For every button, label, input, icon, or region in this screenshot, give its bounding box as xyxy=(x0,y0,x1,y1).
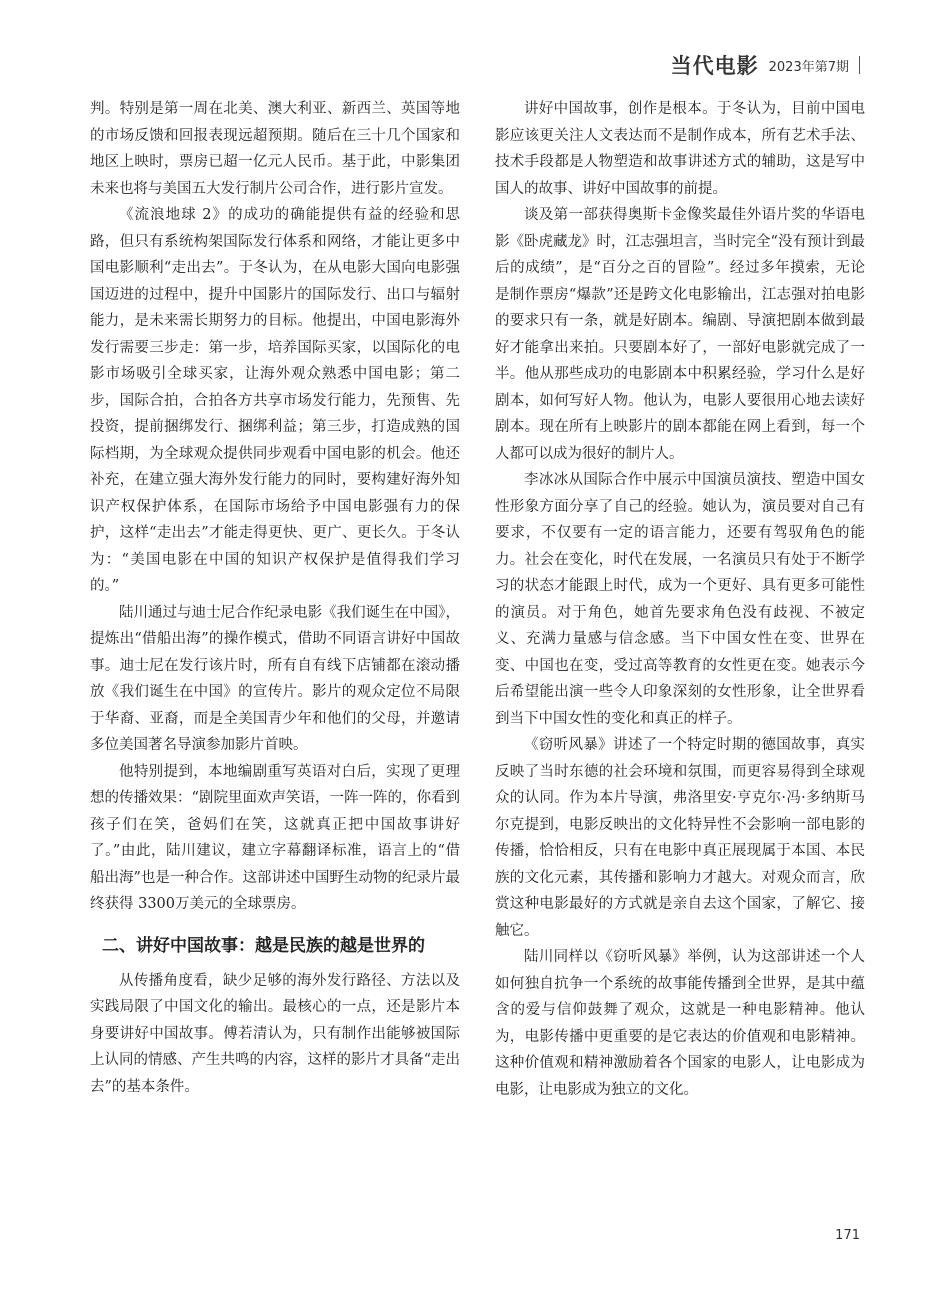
journal-name: 当代电影 xyxy=(670,54,759,78)
section-heading: 二、讲好中国故事：越是民族的越是世界的 xyxy=(102,935,425,956)
right-column xyxy=(495,96,865,1103)
issue-label: 2023年第7期 xyxy=(768,59,849,75)
header-divider xyxy=(859,56,860,74)
left-column xyxy=(90,96,460,1100)
page-number: 171 xyxy=(835,1228,860,1243)
running-header xyxy=(671,50,860,80)
paragraph: 他特别提到，本地编剧重写英语对白后，实现了更理想的传播效果：“剧院里面欢声笑语，一阵一阵的，你看到孩子们在笑，爸妈们在笑，这就真正把中国故事讲好了。”由此，陆川建议，建立字幕翻译标准，语言上的“借船出海”也是一种合作。这部讲述中国野生动物的纪录片最终获得 3300万美元的全球票房。 xyxy=(90,763,460,912)
paragraph: 从传播角度看，缺少足够的海外发行路径、方法以及实践局限了中国文化的输出。最核心的一点，还是影片本身要讲好中国故事。傅若清认为，只有制作出能够被国际上认同的情感、产生共鸣的内容，这样的影片才具备“走出去”的基本条件。 xyxy=(90,972,460,1095)
paragraph: 李冰冰从国际合作中展示中国演员演技、塑造中国女性形象方面分享了自己的经验。她认为，演员要对自己有要求，不仅要有一定的语言能力，还要有驾驭角色的能力。社会在变化，时代在发展，一名演员只有处于不断学习的状态才能跟上时代，成为一个更好、具有更多可能性的演员。对于角色，她首先要求角色没有歧视、不被定义、充满力量感与信念感。当下中国女性在变、世界在变、中国也在变，受过高等教育的女性更在变。她表示今后希望能出演一些令人印象深刻的女性形象，让全世界看到当下中国女性的变化和真正的样子。 xyxy=(495,472,865,727)
paragraph: 《流浪地球 2》的成功的确能提供有益的经验和思路，但只有系统构架国际发行体系和网络，才能让更多中国电影顺利“走出去”。于冬认为，在从电影大国向电影强国迈进的过程中，提升中国影片的国际发行、出口与辐射能力，是未来需长期努力的目标。他提出，中国电影海外发行需要三步走：第一步，培养国际买家，以国际化的电影市场吸引全球买家，让海外观众熟悉中国电影；第二步，国际合拍，合拍各方共享市场发行能力，先预售、先投资，提前捆绑发行、捆绑利益；第三步，打造成熟的国际档期，为全球观众提供同步观看中国电影的机会。他还补充，在建立强大海外发行能力的同时，要构建好海外知识产权保护体系，在国际市场给予中国电影强有力的保护，这样“走出去”才能走得更快、更广、更长久。于冬认为：“美国电影在中国的知识产权保护是值得我们学习的。” xyxy=(90,207,460,594)
paragraph: 谈及第一部获得奥斯卡金像奖最佳外语片奖的华语电影《卧虎藏龙》时，江志强坦言，当时完全“没有预计到最后的成绩”，是“百分之百的冒险”。经过多年摸索，无论是制作票房“爆款”还是跨文化电影输出，江志强对拍电影的要求只有一条，就是好剧本。编剧、导演把剧本做到最好才能拿出来拍。只要剧本好了，一部好电影就完成了一半。他从那些成功的电影剧本中积累经验，学习什么是好剧本，如何写好人物。他认为，电影人要很用心地去读好剧本。现在所有上映影片的剧本都能在网上看到，每一个人都可以成为很好的制片人。 xyxy=(495,207,865,462)
paragraph: 讲好中国故事，创作是根本。于冬认为，目前中国电影应该更关注人文表达而不是制作成本，所有艺术手法、技术手段都是人物塑造和故事讲述方式的辅助，这是写中国人的故事、讲好中国故事的前提。 xyxy=(495,101,865,197)
paragraph: 判。特别是第一周在北美、澳大利亚、新西兰、英国等地的市场反馈和回报表现远超预期。随后在三十几个国家和地区上映时，票房已超一亿元人民币。基于此，中影集团未来也将与美国五大发行制片公司合作，进行影片宣发。 xyxy=(90,101,460,197)
paragraph: 陆川同样以《窃听风暴》举例，认为这部讲述一个人如何独自抗争一个系统的故事能传播到全世界，是其中蕴含的爱与信仰鼓舞了观众，这就是一种电影精神。他认为，电影传播中更重要的是它表达的价值观和电影精神。这种价值观和精神激励着各个国家的电影人，让电影成为电影，让电影成为独立的文化。 xyxy=(495,949,865,1098)
paragraph: 《窃听风暴》讲述了一个特定时期的德国故事，真实反映了当时东德的社会环境和氛围，而更容易得到全球观众的认同。作为本片导演，弗洛里安·亨克尔·冯·多纳斯马尔克提到，电影反映出的文化特异性不会影响一部电影的传播，恰恰相反，只有在电影中真正展现属于本国、本民族的文化元素，其传播和影响力才越大。对观众而言，欣赏这种电影最好的方式就是亲自去这个国家，了解它、接触它。 xyxy=(495,737,865,939)
paragraph: 陆川通过与迪士尼合作纪录电影《我们诞生在中国》，提炼出“借船出海”的操作模式，借助不同语言讲好中国故事。迪士尼在发行该片时，所有自有线下店铺都在滚动播放《我们诞生在中国》的宣传片。影片的观众定位不局限于华裔、亚裔，而是全美国青少年和他们的父母，并邀请多位美国著名导演参加影片首映。 xyxy=(90,604,460,753)
